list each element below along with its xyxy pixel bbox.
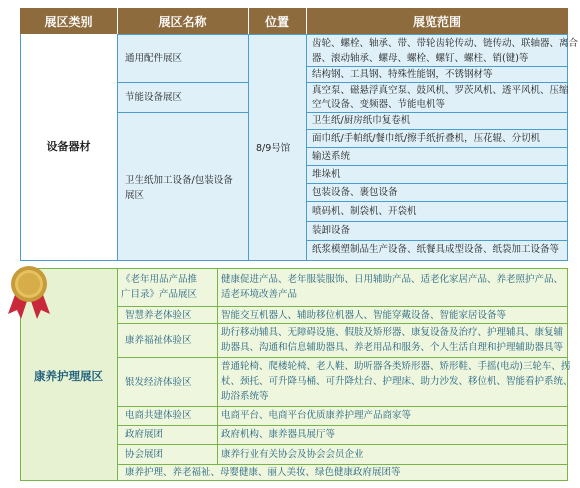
zone-name: 节能设备展区 xyxy=(125,92,183,103)
grid-line xyxy=(217,268,218,464)
scope-line: 适老环境改善产品 xyxy=(221,289,298,300)
grid-line xyxy=(117,323,568,324)
zone-name: 智慧养老体验区 xyxy=(125,310,192,321)
scope-line: 助器具、沟通和信息辅助器具、养老用品和服务、个人生活自理和护理辅助器具等 xyxy=(221,342,564,353)
grid-line xyxy=(117,34,568,35)
grid-line xyxy=(306,183,568,184)
zone-name: 政府展团 xyxy=(125,429,164,440)
scope-line: 纸浆模塑制品生产设备、纸餐具成型设备、纸袋加工设备等 xyxy=(312,244,560,255)
section1-name-cell xyxy=(117,34,248,260)
scope-line: 齿轮、螺栓、轴承、带、带轮齿轮传动、链传动、联轴器、离合 xyxy=(312,38,579,49)
grid-line xyxy=(117,82,248,83)
location-hall: 8/9号馆 xyxy=(256,143,291,154)
grid-line xyxy=(117,34,118,260)
header-divider xyxy=(117,8,118,34)
scope-line: 康养行业有关协会及协会会员企业 xyxy=(221,449,364,460)
zone-name: 《老年用品产品推 xyxy=(121,274,198,285)
scope-line: 面巾纸/手帕纸/餐巾纸/擦手纸折叠机，压花辊、分切机 xyxy=(312,133,541,144)
grid-line xyxy=(117,425,568,426)
scope-line: 装卸设备 xyxy=(312,225,351,236)
scope-line: 堆垛机 xyxy=(312,169,341,180)
grid-line xyxy=(20,480,568,481)
header-zone-name: 展区名称 xyxy=(117,8,248,34)
header-divider xyxy=(248,8,249,34)
grid-line xyxy=(20,268,568,269)
grid-line xyxy=(117,444,568,445)
scope-line: 包装设备、裹包设备 xyxy=(312,187,398,198)
header-location: 位置 xyxy=(248,8,306,34)
scope-line: 电商平台、电商平台优质康养护理产品商家等 xyxy=(221,410,412,421)
zone-name: 卫生纸加工设备/包装设备 xyxy=(125,175,233,186)
grid-line xyxy=(117,306,568,307)
header-scope: 展览范围 xyxy=(306,8,568,34)
scope-line: 卫生纸/厨房纸巾复卷机 xyxy=(312,115,411,126)
scope-line: 器、滚动轴承、螺母、螺栓、螺钉、螺柱、销(键)等 xyxy=(312,53,529,64)
scope-line: 健康促进产品、老年服装服饰、日用辅助产品、适老化家居产品、养老照护产品、 xyxy=(221,274,564,285)
category-equipment: 设备器材 xyxy=(46,140,91,153)
scope-line: 真空泵、磁悬浮真空泵、鼓风机、罗茨风机、透平风机、压缩 xyxy=(312,85,569,96)
zone-name: 通用配件展区 xyxy=(125,53,183,64)
scope-line: 智能交互机器人、辅助移位机器人、智能穿戴设备、智能家居设备等 xyxy=(221,310,507,321)
grid-line xyxy=(248,34,249,260)
zone-name: 协会展团 xyxy=(125,449,164,460)
scope-line: 助浴系统等 xyxy=(221,391,269,402)
grid-line xyxy=(306,201,568,202)
scope-line: 结构钢、工具钢、特殊性能钢，不锈钢材等 xyxy=(312,69,493,80)
scope-line: 杖、颈托、可升降马桶、可升降灶台、护理床、助力沙发、移位机、智能看护系统、 xyxy=(221,376,573,387)
scope-line: 喷码机、制袋机、开袋机 xyxy=(312,206,417,217)
grid-line xyxy=(306,221,568,222)
scope-line: 空气设备、变频器、节能电机等 xyxy=(312,99,446,110)
zone-name: 广目录》产品展区 xyxy=(121,289,198,300)
scope-line: 助行移动辅具、无障碍设施、假肢及矫形器、康复设备及治疗、护理辅具、康复辅 xyxy=(221,327,564,338)
zone-name: 电商共建体验区 xyxy=(125,410,192,421)
grid-line xyxy=(117,268,118,480)
header-divider xyxy=(306,8,307,34)
grid-line xyxy=(306,147,568,148)
grid-line xyxy=(306,240,568,241)
medal-ribbon-icon xyxy=(4,262,54,322)
scope-line: 输送系统 xyxy=(312,151,351,162)
grid-line xyxy=(117,357,568,358)
category-healthcare: 康养护理展区 xyxy=(34,369,103,383)
zone-name: 展区 xyxy=(125,190,145,201)
grid-line xyxy=(117,112,248,113)
zone-name: 康养福祉体验区 xyxy=(125,335,192,346)
scope-line: 普通轮椅、爬楼轮椅、老人鞋、助听器各类矫形器、矫形鞋、手摇(电动)三轮车、拐 xyxy=(221,361,571,372)
scope-line: 政府机构、康养器具展厅等 xyxy=(221,429,336,440)
header-category: 展区类别 xyxy=(20,8,117,34)
grid-line xyxy=(306,129,568,130)
zone-name: 银发经济体验区 xyxy=(125,377,192,388)
footer-line: 康养护理、养老福祉、母婴健康、丽人美妆、绿色健康政府展团等 xyxy=(125,467,401,478)
grid-line xyxy=(306,165,568,166)
grid-line xyxy=(117,406,568,407)
grid-line xyxy=(20,260,568,261)
